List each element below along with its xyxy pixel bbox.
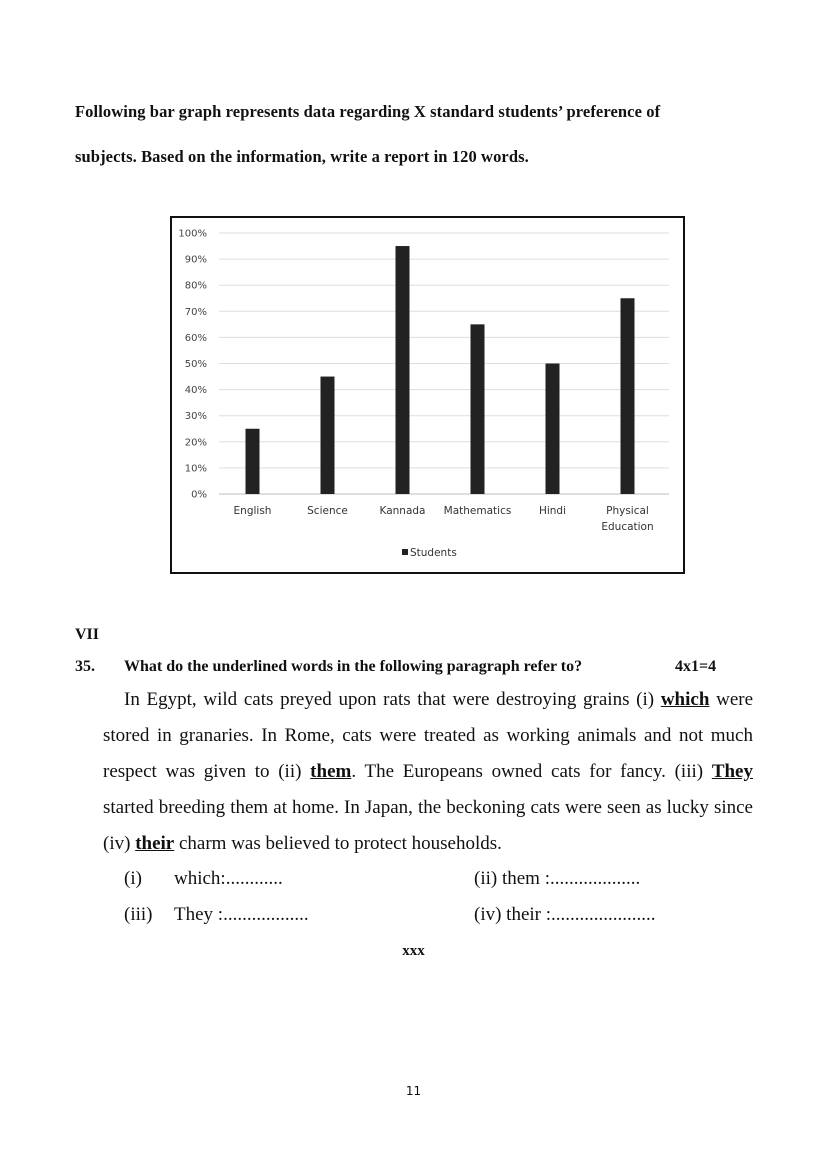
instruction-line-1: Following bar graph represents data regarding X standard students’ preference of: [75, 102, 661, 121]
question-number: 35.: [75, 658, 95, 675]
bar-physical-education: [621, 298, 635, 494]
answer-2-blank: (ii) them :...................: [474, 868, 641, 889]
underlined-word-their: their: [135, 833, 175, 854]
y-tick-label: 50%: [184, 359, 207, 370]
question-text: What do the underlined words in the following paragraph refer to?: [124, 658, 583, 675]
y-tick-label: 90%: [184, 254, 207, 266]
bar-science: [321, 377, 335, 494]
bar-hindi: [546, 364, 560, 495]
question-marks: 4x1=4: [675, 658, 717, 675]
bar-chart-svg: [172, 218, 683, 572]
y-tick-label: 70%: [184, 306, 207, 318]
instruction-line-2: subjects. Based on the information, write a report in 120 words.: [75, 147, 529, 166]
page-number: 11: [405, 1084, 422, 1098]
underlined-word-them: them: [310, 761, 352, 782]
x-tick-label: Science: [307, 505, 348, 517]
underlined-word-they: They: [711, 761, 753, 782]
x-tick-label: English: [233, 505, 272, 517]
passage-text-3: . The Europeans owned cats for fancy. (iii): [351, 761, 712, 782]
x-tick-label: Hindi: [538, 505, 567, 517]
y-tick-label: 20%: [184, 437, 207, 449]
passage-text-1: In Egypt, wild cats preyed upon rats that were destroying grains (i): [124, 689, 661, 710]
x-tick-label: Mathematics: [443, 505, 512, 517]
answer-1-number: (i): [124, 868, 142, 889]
passage: [103, 682, 753, 862]
bar-kannada: [396, 246, 410, 494]
underlined-word-which: which: [660, 689, 710, 710]
answer-3-number: (iii): [124, 904, 153, 925]
answer-4-blank: (iv) their :......................: [474, 904, 656, 925]
passage-text-4: started breeding them at home. In Japan, the beckoning cats were seen as lucky since (iv): [103, 797, 753, 854]
passage-text-2: were stored in granaries. In Rome, cats were treated as working animals and not much respect was given to (ii): [103, 689, 754, 782]
y-tick-label: 100%: [178, 228, 207, 240]
y-tick-label: 0%: [191, 489, 207, 501]
end-mark: xxx: [402, 943, 425, 959]
y-tick-label: 10%: [184, 463, 207, 475]
section-number: VII: [75, 626, 100, 643]
answer-3-blank: They :..................: [174, 904, 309, 925]
bar-chart: [170, 216, 685, 574]
y-tick-label: 80%: [184, 280, 207, 292]
x-tick-label: Kannada: [379, 505, 426, 517]
x-tick-label: Education: [601, 521, 654, 533]
x-tick-label: Physical: [606, 505, 649, 517]
y-tick-label: 40%: [184, 385, 207, 397]
passage-text-5: charm was believed to protect households.: [174, 833, 502, 854]
answer-1-blank: which:............: [174, 868, 283, 889]
bar-mathematics: [471, 324, 485, 494]
y-tick-label: 60%: [184, 332, 207, 344]
y-tick-label: 30%: [184, 411, 207, 423]
legend-label: Students: [410, 547, 457, 559]
legend-swatch: [402, 549, 408, 555]
bar-english: [246, 429, 260, 494]
